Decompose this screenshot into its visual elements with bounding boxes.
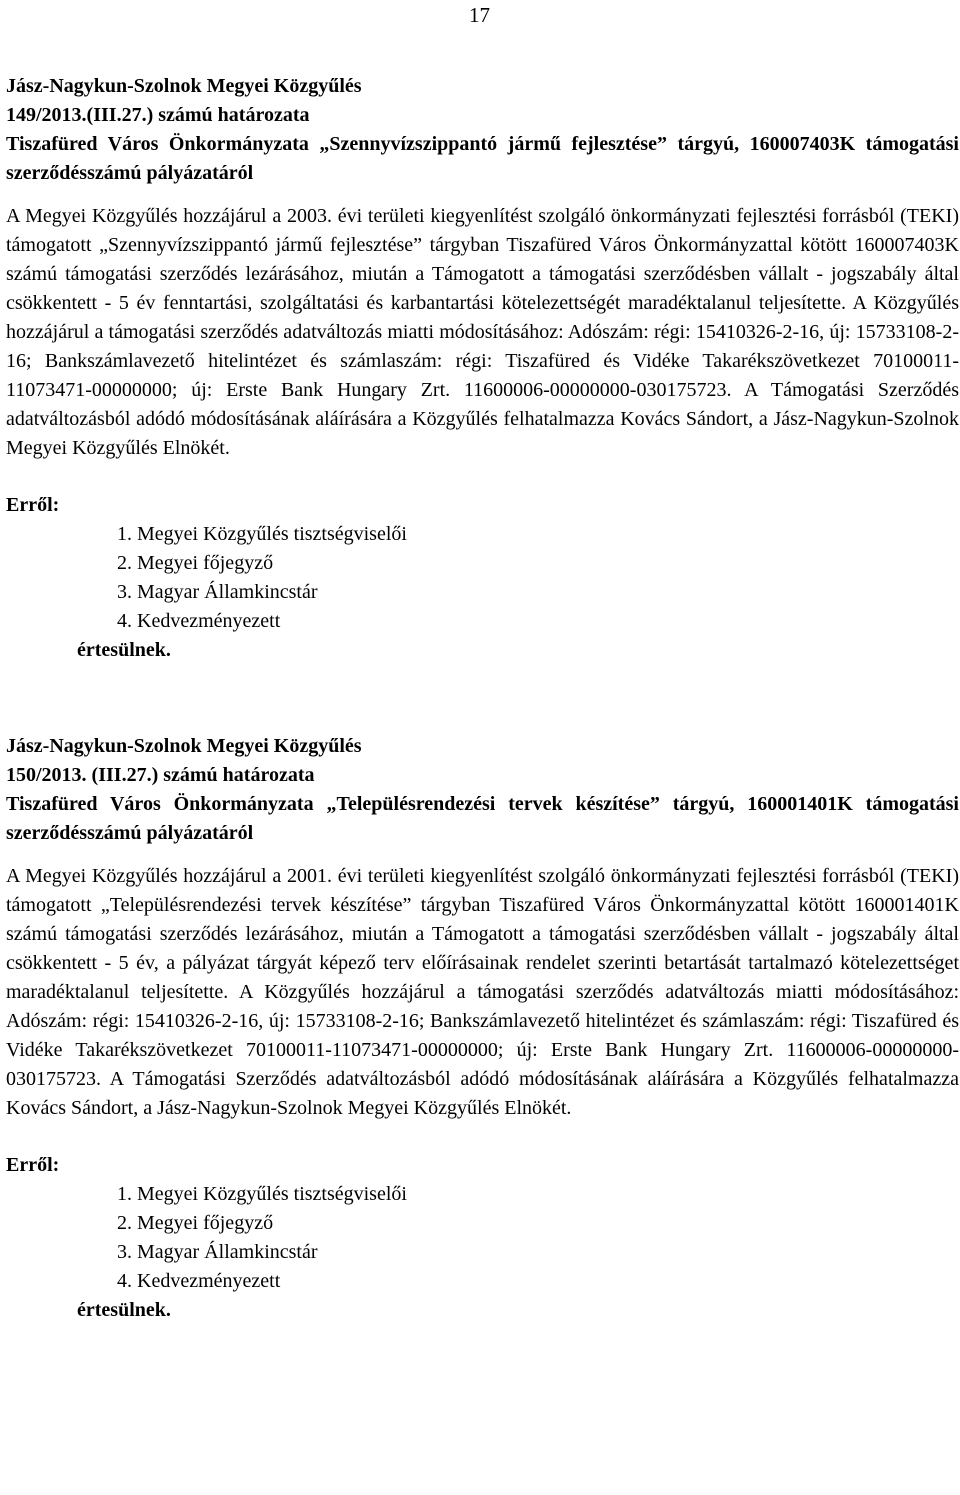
resolution-150 <box>6 732 959 1325</box>
recipient-list <box>6 520 959 636</box>
recipient-item: 2. Megyei főjegyző <box>117 1212 274 1234</box>
resolution-subject: Tiszafüred Város Önkormányzata „Szennyvízszippantó jármű fejlesztése” tárgyú, 160007403K támogatási szerződésszámú pályázatáról <box>6 133 959 184</box>
recipient-item: 2. Megyei főjegyző <box>117 552 274 574</box>
resolution-issuer: Jász-Nagykun-Szolnok Megyei Közgyűlés <box>6 735 362 757</box>
closing-text: értesülnek. <box>77 1299 171 1321</box>
resolution-body: A Megyei Közgyűlés hozzájárul a 2001. évi területi kiegyenlítést szolgáló önkormányzati fejlesztési forrásból (TEKI) támogatott „Településrendezési tervek készítése” tárgyban Tiszafüred Város Önkormányzattal kötött 160001401K számú támogatási szerződés lezárásához, miután a Támogatott a támogatási szerződésben vállalt - jogszabály által csökkentett - 5 év, a pályázat tárgyát képező terv előírásainak rendelet szerinti betartását tartalmazó kötelezettséget maradéktalanul teljesítette. A Közgyűlés hozzájárul a támogatási szerződés adatváltozás miatti módosításához: Adószám: régi: 15410326-2-16, új: 15733108-2-16; Bankszámlavezető hitelintézet és számlaszám: régi: Tiszafüred és Vidéke Takarékszövetkezet 70100011-11073471-00000000; új: Erste Bank Hungary Zrt. 11600006-00000000-030175723. A Támogatási Szerződés adatváltozásból adódó módosításának aláírására a Közgyűlés felhatalmazza Kovács Sándort, a Jász-Nagykun-Szolnok Megyei Közgyűlés Elnökét. <box>6 865 959 1119</box>
recipient-item: 1. Megyei Közgyűlés tisztségviselői <box>117 523 407 545</box>
document-body <box>6 72 959 1325</box>
errol-label: Erről: <box>6 494 60 516</box>
recipient-item: 4. Kedvezményezett <box>117 610 281 632</box>
recipient-item: 1. Megyei Közgyűlés tisztségviselői <box>117 1183 407 1205</box>
page-number: 17 <box>469 3 490 27</box>
resolution-number: 150/2013. (III.27.) számú határozata <box>6 764 315 786</box>
recipient-item: 3. Magyar Államkincstár <box>117 581 318 603</box>
resolution-number: 149/2013.(III.27.) számú határozata <box>6 104 310 126</box>
resolution-subject: Tiszafüred Város Önkormányzata „Településrendezési tervek készítése” tárgyú, 160001401K támogatási szerződésszámú pályázatáról <box>6 793 959 844</box>
recipient-item: 4. Kedvezményezett <box>117 1270 281 1292</box>
recipient-item: 3. Magyar Államkincstár <box>117 1241 318 1263</box>
recipient-list <box>6 1180 959 1296</box>
errol-label: Erről: <box>6 1154 60 1176</box>
resolution-body: A Megyei Közgyűlés hozzájárul a 2003. évi területi kiegyenlítést szolgáló önkormányzati fejlesztési forrásból (TEKI) támogatott „Szennyvízszippantó jármű fejlesztése” tárgyban Tiszafüred Város Önkormányzattal kötött 160007403K számú támogatási szerződés lezárásához, miután a Támogatott a támogatási szerződésben vállalt - jogszabály által csökkentett - 5 év fenntartási, szolgáltatási és karbantartási kötelezettségét maradéktalanul teljesítette. A Közgyűlés hozzájárul a támogatási szerződés adatváltozás miatti módosításához: Adószám: régi: 15410326-2-16, új: 15733108-2-16; Bankszámlavezető hitelintézet és számlaszám: régi: Tiszafüred és Vidéke Takarékszövetkezet 70100011-11073471-00000000; új: Erste Bank Hungary Zrt. 11600006-00000000-030175723. A Támogatási Szerződés adatváltozásból adódó módosításának aláírására a Közgyűlés felhatalmazza Kovács Sándort, a Jász-Nagykun-Szolnok Megyei Közgyűlés Elnökét. <box>6 205 959 459</box>
resolution-issuer: Jász-Nagykun-Szolnok Megyei Közgyűlés <box>6 75 362 97</box>
closing-text: értesülnek. <box>77 639 171 661</box>
resolution-149 <box>6 72 959 665</box>
